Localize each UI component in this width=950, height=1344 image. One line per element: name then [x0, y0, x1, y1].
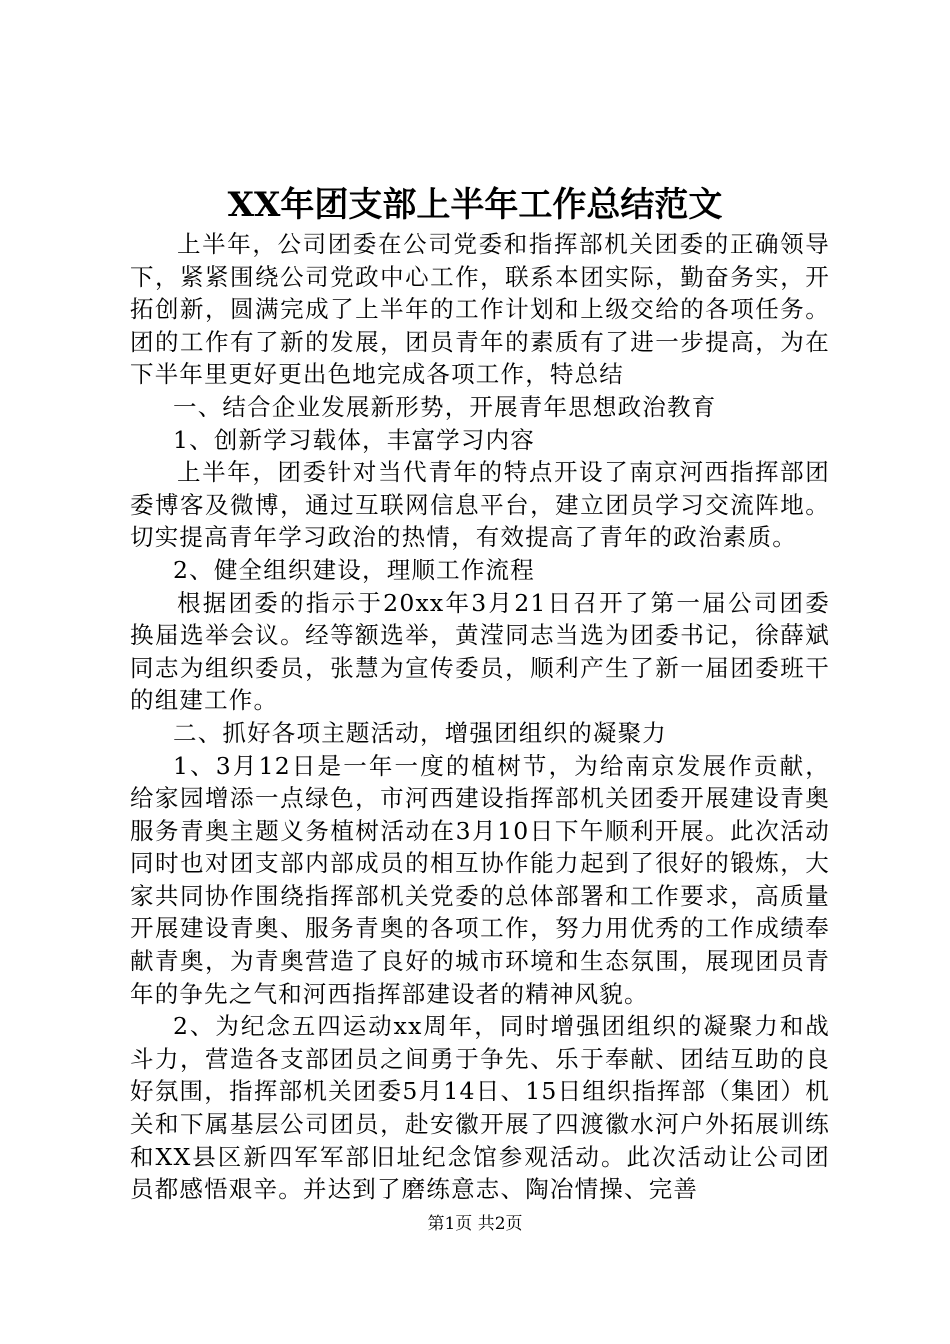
- paragraph-may-fourth: 2、为纪念五四运动xx周年，同时增强团组织的凝聚力和战斗力，营造各支部团员之间勇于争先、乐于奉献、团结互助的良好氛围，指挥部机关团委5月14日、15日组织指挥部（集团）机关和下属基层公司团员，赴安徽开展了四渡徽水河户外拓展训练和XX县区新四军军部旧址纪念馆参观活动。此次活动让公司团员都感悟艰辛。并达到了磨练意志、陶冶情操、完善: [130, 1012, 830, 1204]
- section-heading-2: 二、抓好各项主题活动，增强团组织的凝聚力: [173, 718, 667, 747]
- paragraph-election: 根据团委的指示于20xx年3月21日召开了第一届公司团委换届选举会议。经等额选举，黄滢同志当选为团委书记，徐薛斌同志为组织委员，张慧为宣传委员，顺利产生了新一届团委班干的组建工作。: [130, 588, 830, 715]
- subsection-heading-1-2: 2、健全组织建设，理顺工作流程: [173, 555, 535, 584]
- paragraph-intro: 上半年，公司团委在公司党委和指挥部机关团委的正确领导下，紧紧围绕公司党政中心工作，联系本团实际，勤奋务实，开拓创新，圆满完成了上半年的工作计划和上级交给的各项任务。团的工作有了新的发展，团员青年的素质有了进一步提高，为在下半年里更好更出色地完成各项工作，特总结: [130, 230, 830, 389]
- paragraph-learning: 上半年，团委针对当代青年的特点开设了南京河西指挥部团委博客及微博，通过互联网信息平台，建立团员学习交流阵地。切实提高青年学习政治的热情，有效提高了青年的政治素质。: [130, 458, 830, 552]
- subsection-heading-1-1: 1、创新学习载体，丰富学习内容: [173, 425, 535, 454]
- document-title: XX年团支部上半年工作总结范文: [227, 185, 723, 225]
- paragraph-tree-planting: 1、3月12日是一年一度的植树节，为给南京发展作贡献，给家园增添一点绿色，市河西建设指挥部机关团委开展建设青奥服务青奥主题义务植树活动在3月10日下午顺利开展。此次活动同时也对团支部内部成员的相互协作能力起到了很好的锻炼，大家共同协作围绕指挥部机关党委的总体部署和工作要求，高质量开展建设青奥、服务青奥的各项工作，努力用优秀的工作成绩奉献青奥，为青奥营造了良好的城市环境和生态氛围，展现团员青年的争先之气和河西指挥部建设者的精神风貌。: [130, 751, 830, 1008]
- section-heading-1: 一、结合企业发展新形势，开展青年思想政治教育: [173, 392, 717, 421]
- page-footer: 第1页 共2页: [427, 1214, 523, 1234]
- document-body: [130, 228, 830, 1206]
